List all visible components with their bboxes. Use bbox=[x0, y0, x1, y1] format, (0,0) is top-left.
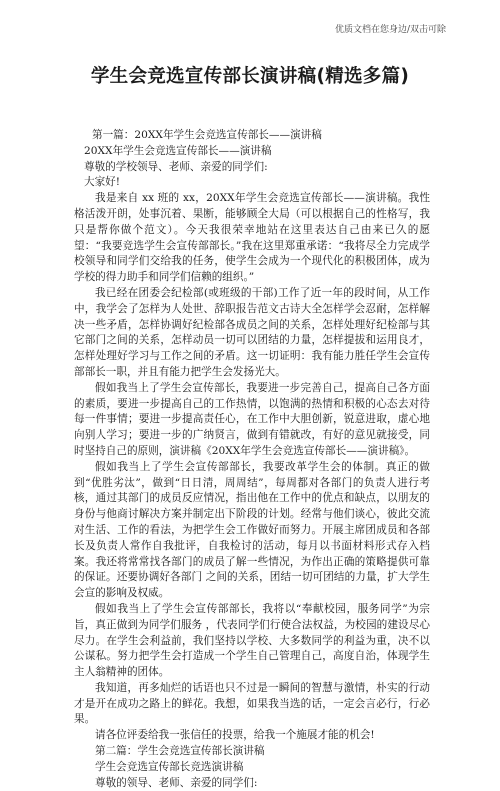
paragraph: 我知道，再多灿烂的话语也只不过是一瞬间的智慧与激情，朴实的行动才是开在成功之路上的鲜花。我想，如果我当选的话，一定会言必行，行必果。 bbox=[74, 681, 430, 726]
subtitle-line: 20XX年学生会竞选宣传部长——演讲稿 bbox=[84, 144, 272, 157]
greeting: 大家好! bbox=[84, 176, 121, 189]
document-body bbox=[74, 128, 430, 791]
salutation: 尊敬的领导、老师、亲爱的同学们: bbox=[95, 776, 258, 789]
section-heading: 第二篇：学生会竞选宣传部长演讲稿 bbox=[95, 745, 265, 758]
paragraph: 我已经在团委会纪检部(或班级的干部)工作了近一年的段时间，从工作中，我学会了怎样为人处世、辞职报告范文古诗大全怎样学会忍耐，怎样解决一些矛盾，怎样协调好纪检部各成员之间的关系，怎样处理好纪检部与其它部门之间的关系，怎样动员一切可以团结的力量，怎样提拔和运用良才，怎样处理好学习与工作之间的矛盾。这一切证明：我有能力胜任学生会宣传部部长一职，并且有能力把学生会发扬光大。 bbox=[74, 286, 430, 378]
section-heading: 第一篇：20XX年学生会竞选宣传部长——演讲稿 bbox=[92, 129, 322, 141]
paragraph: 假如我当上了学生会宣传部部长，我将以“奉献校园，服务同学”为宗旨，真正做到为同学们服务 ，代表同学们行使合法权益，为校园的建设尽心尽力。在学生会利益前，我们坚持以学校、大多数同学的利益为重，决不以公谋私。努力把学生会打造成一个学生自己管理自己，高度自治，体现学生主人翁精神的团体。 bbox=[74, 602, 430, 679]
paragraph: 假如我当上了学生会宣传部部长，我要改革学生会的体制。真正的做到“优胜劣汰”，做到“日日清，周周结”，每周都对各部门的负责人进行考核，通过其部门的成员反应情况，指出他在工作中的优点和缺点，以朋友的身份与他商讨解决方案并制定出下阶段的计划。经常与他们谈心，彼此交流对生活、工作的看法，为把学生会工作做好而努力。开展主席团成员和各部长及负责人常作自我批评，自我检讨的活动，每月以书面材料形式存入档案。我还将常常找各部门的成员了解一些情况，为作出正确的策略提供可靠的保证。还要协调好各部门 之间的关系，团结一切可团结的力量，扩大学生会宣的影响及权威。 bbox=[74, 460, 430, 600]
paragraph: 假如我当上了学生会宣传部长，我要进一步完善自己，提高自己各方面的素质，要进一步提高自己的工作热情，以饱满的热情和积极的心态去对待每一件事情；要进一步提高责任心，在工作中大胆创新，锐意进取，虚心地向别人学习；要进一步的广纳贤言，做到有错就改，有好的意见就接受，同时坚持自己的原则，演讲稿《20XX年学生会竞选宣传部长——演讲稿》。 bbox=[74, 381, 430, 457]
paragraph: 我是来自 xx 班的 xx，20XX年学生会竞选宣传部长——演讲稿。我性格活泼开朗，处事沉着、果断，能够顾全大局（可以根据自己的性格写，我只是帮你做个范文）。今天我很荣幸地站在这里表达自己由来已久的愿望：“我要竞选学生会宣传部部长。”我在这里郑重承诺：“我将尽全力完成学校领导和同学们交给我的任务，使学生会成为一个现代化的积极团体，成为学校的得力助手和同学们信赖的组织。” bbox=[74, 192, 430, 284]
header-note: 优质文档在您身边/双击可除 bbox=[334, 25, 446, 35]
document-title: 学生会竞选宣传部长演讲稿(精选多篇) bbox=[90, 66, 410, 87]
salutation: 尊敬的学校领导、老师、亲爱的同学们: bbox=[84, 160, 268, 173]
paragraph: 请各位评委给我一张信任的投票，给我一个施展才能的机会! bbox=[95, 729, 375, 742]
subtitle-line: 学生会竞选宣传部长竞选演讲稿 bbox=[95, 760, 244, 773]
